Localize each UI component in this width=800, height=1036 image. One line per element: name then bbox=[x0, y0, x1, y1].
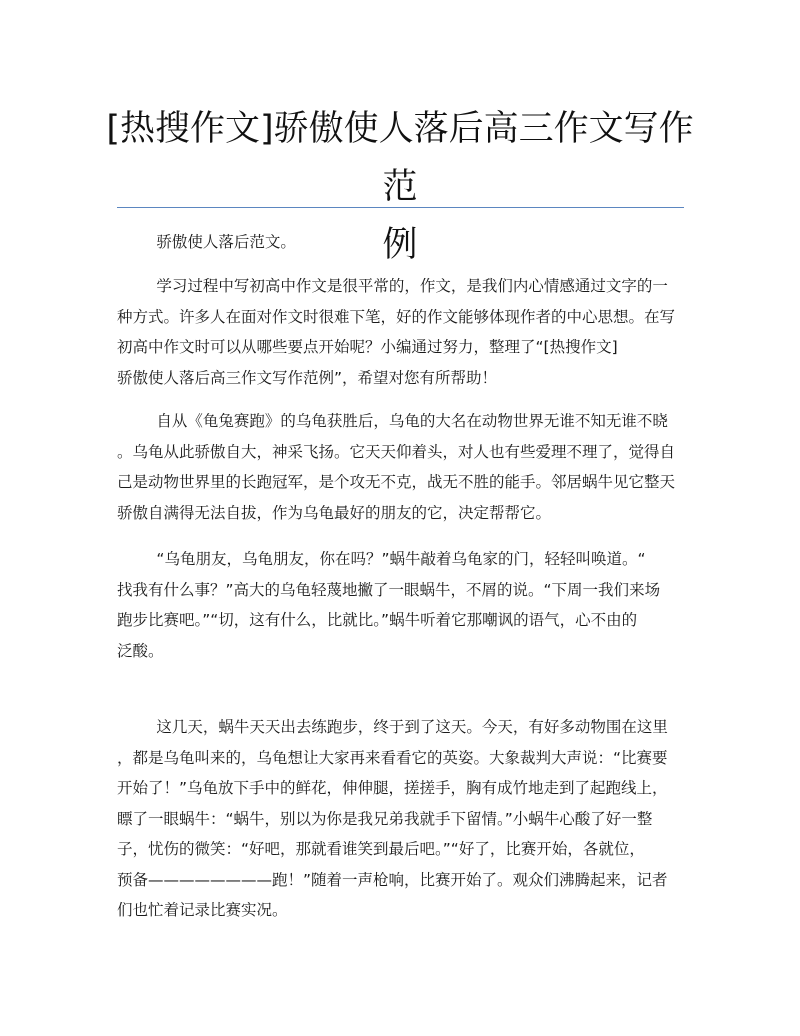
text-line: 。乌龟从此骄傲自大，神采飞扬。它天天仰着头，对人也有些爱理不理了，觉得自 bbox=[117, 442, 676, 461]
paragraph-intro bbox=[117, 227, 689, 258]
paragraph-story-3 bbox=[117, 712, 689, 926]
text-line: ，都是乌龟叫来的，乌龟想让大家再来看看它的英姿。大象裁判大声说：“比赛要 bbox=[117, 748, 668, 767]
text-line: 预备————————跑！”随着一声枪响，比赛开始了。观众们沸腾起来，记者 bbox=[117, 870, 668, 889]
text-line: “乌龟朋友，乌龟朋友，你在吗？”蜗牛敲着乌龟家的门，轻轻叫唤道。“ bbox=[117, 550, 646, 568]
text-line: 这几天，蜗牛天天出去练跑步，终于到了这天。今天，有好多动物围在这里 bbox=[117, 718, 668, 736]
text-line: 跑步比赛吧。”“切，这有什么，比就比。”蜗牛听着它那嘲讽的语气，心不由的 bbox=[117, 611, 638, 629]
title-line: [热搜作文]骄傲使人落后高三作文写作范 bbox=[106, 109, 694, 207]
text-line: 们也忙着记录比赛实况。 bbox=[117, 901, 288, 919]
text-line: 骄傲使人落后范文。 bbox=[117, 233, 296, 251]
text-line: 瞟了一眼蜗牛：“蜗牛，别以为你是我兄弟我就手下留情。”小蜗牛心酸了好一整 bbox=[117, 809, 653, 828]
title-divider bbox=[117, 207, 684, 208]
text-line: 种方式。许多人在面对作文时很难下笔，好的作文能够体现作者的中心思想。在写 bbox=[117, 307, 676, 326]
paragraph-preface bbox=[117, 271, 689, 393]
text-line: 学习过程中写初高中作文是很平常的，作文，是我们内心情感通过文字的一 bbox=[117, 277, 668, 295]
title-line: 例 bbox=[382, 225, 418, 265]
text-line: 自从《龟兔赛跑》的乌龟获胜后，乌龟的大名在动物世界无谁不知无谁不晓 bbox=[117, 412, 668, 430]
paragraph-story-2 bbox=[117, 544, 689, 666]
text-line: 开始了！”乌龟放下手中的鲜花，伸伸腿，搓搓手，胸有成竹地走到了起跑线上， bbox=[117, 779, 668, 797]
text-line: 初高中作文时可以从哪些要点开始呢？小编通过努力，整理了“[热搜作文] bbox=[117, 338, 618, 356]
text-line: 骄傲使人落后高三作文写作范例”，希望对您有所帮助！ bbox=[117, 368, 498, 387]
paragraph-story-1 bbox=[117, 406, 689, 528]
text-line: 己是动物世界里的长跑冠军，是个攻无不克，战无不胜的能手。邻居蜗牛见它整天 bbox=[117, 473, 676, 491]
text-line: 子，忧伤的微笑：“好吧，那就看谁笑到最后吧。”“好了，比赛开始，各就位， bbox=[117, 840, 645, 858]
text-line: 泛酸。 bbox=[117, 641, 164, 660]
text-line: 找我有什么事？”高大的乌龟轻蔑地撇了一眼蜗牛，不屑的说。“下周一我们来场 bbox=[117, 580, 661, 599]
text-line: 骄傲自满得无法自拔，作为乌龟最好的朋友的它，决定帮帮它。 bbox=[117, 503, 552, 522]
